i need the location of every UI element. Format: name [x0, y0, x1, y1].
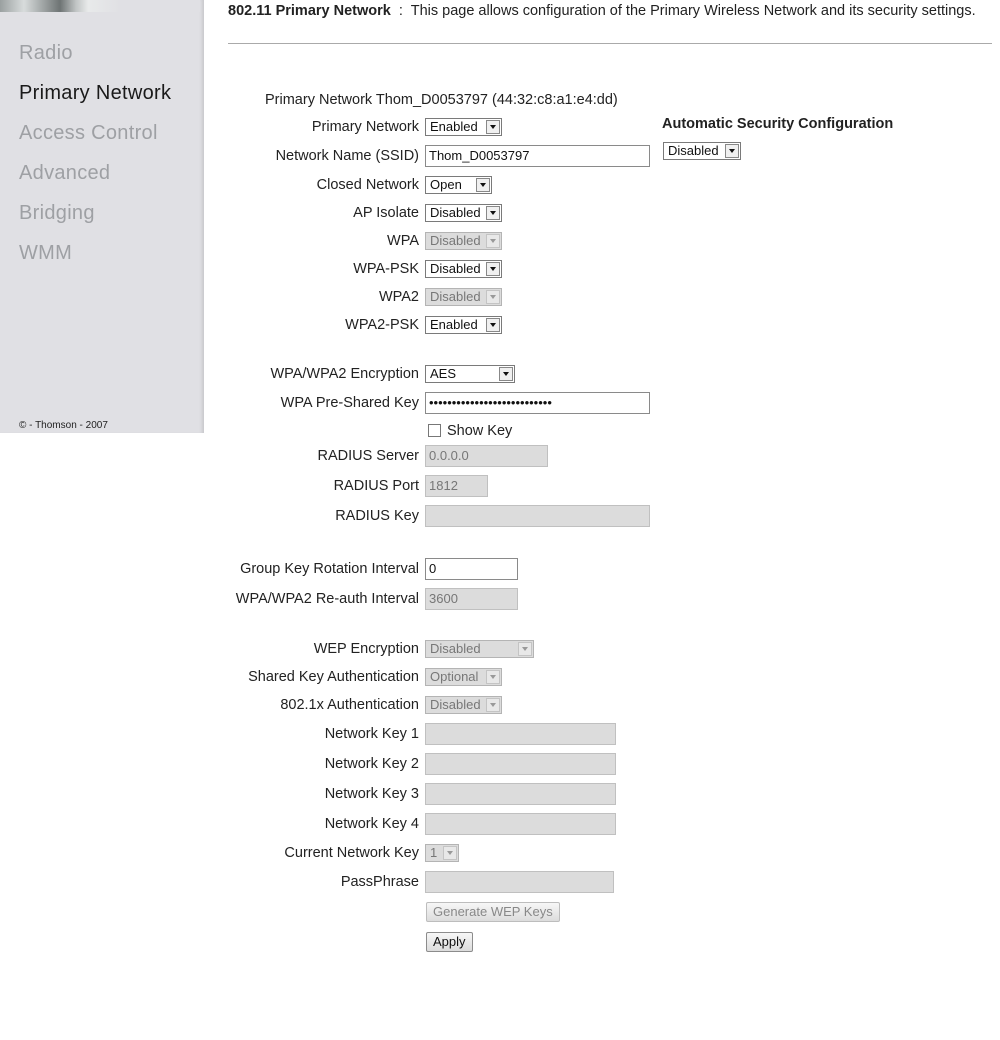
- ap-isolate-select[interactable]: [425, 204, 502, 222]
- wpa2-value: Disabled: [430, 289, 481, 304]
- chevron-down-icon: [486, 698, 500, 712]
- chevron-down-icon[interactable]: [725, 144, 739, 158]
- primary-network-select[interactable]: [425, 118, 502, 136]
- network-key-1-label: Network Key 1: [324, 726, 419, 742]
- sidebar-nav: [19, 40, 171, 280]
- sidebar-item-wmm[interactable]: WMM: [19, 242, 73, 264]
- current-network-key-label: Current Network Key: [284, 845, 419, 861]
- wpa-select: [425, 232, 502, 250]
- ssid-input[interactable]: Thom_D0053797: [425, 145, 650, 167]
- network-key-3-label: Network Key 3: [324, 786, 419, 802]
- wpa2-select: [425, 288, 502, 306]
- network-key-3-input: [425, 783, 616, 805]
- radius-key-input: [425, 505, 650, 527]
- radius-server-label: RADIUS Server: [317, 448, 419, 464]
- closed-network-select[interactable]: [425, 176, 492, 194]
- chevron-down-icon: [443, 846, 457, 860]
- radius-port-label: RADIUS Port: [333, 478, 419, 494]
- wpa-psk-value: Disabled: [430, 261, 481, 276]
- sidebar-item-bridging[interactable]: Bridging: [19, 202, 95, 224]
- group-key-interval-label: Group Key Rotation Interval: [240, 561, 419, 577]
- wpa-value: Disabled: [430, 233, 481, 248]
- chevron-down-icon: [486, 290, 500, 304]
- page-description: This page allows configuration of the Primary Wireless Network and its security settings.: [410, 3, 976, 19]
- psk-input[interactable]: •••••••••••••••••••••••••••: [425, 392, 650, 414]
- sidebar-item-radio[interactable]: Radio: [19, 42, 73, 64]
- dot1x-auth-label: 802.1x Authentication: [280, 697, 419, 713]
- shared-key-auth-value: Optional: [430, 669, 479, 684]
- wpa-psk-label: WPA-PSK: [353, 261, 419, 277]
- ssid-label: Network Name (SSID): [275, 148, 419, 164]
- dot1x-auth-select: [425, 696, 502, 714]
- header-separator: :: [398, 3, 403, 19]
- chevron-down-icon: [486, 670, 500, 684]
- generate-wep-keys-button: Generate WEP Keys: [426, 902, 560, 922]
- show-key-label: Show Key: [447, 423, 513, 439]
- header-photo-strip: [0, 0, 200, 12]
- shared-key-auth-select: [425, 668, 502, 686]
- chevron-down-icon: [518, 642, 532, 656]
- network-identity: Primary Network Thom_D0053797 (44:32:c8:a1:e4:dd): [265, 92, 618, 108]
- wpa-label: WPA: [387, 233, 419, 249]
- network-key-2-input: [425, 753, 616, 775]
- wpa-psk-select[interactable]: [425, 260, 502, 278]
- wep-encryption-value: Disabled: [430, 641, 481, 656]
- auto-security-select[interactable]: [663, 142, 741, 160]
- passphrase-label: PassPhrase: [340, 874, 419, 890]
- chevron-down-icon[interactable]: [486, 318, 500, 332]
- shared-key-auth-label: Shared Key Authentication: [248, 669, 419, 685]
- network-key-1-input: [425, 723, 616, 745]
- closed-network-value: Open: [430, 177, 462, 192]
- ap-isolate-label: AP Isolate: [353, 205, 419, 221]
- primary-network-label: Primary Network: [311, 119, 419, 135]
- chevron-down-icon[interactable]: [476, 178, 490, 192]
- network-key-2-label: Network Key 2: [324, 756, 419, 772]
- page-header: [228, 3, 976, 19]
- ap-isolate-value: Disabled: [430, 205, 481, 220]
- sidebar-item-advanced[interactable]: Advanced: [19, 162, 111, 184]
- reauth-interval-input: 3600: [425, 588, 518, 610]
- chevron-down-icon[interactable]: [486, 262, 500, 276]
- apply-button[interactable]: Apply: [426, 932, 473, 952]
- radius-key-label: RADIUS Key: [335, 508, 419, 524]
- show-key-checkbox[interactable]: [428, 424, 441, 437]
- encryption-value: AES: [430, 366, 457, 381]
- sidebar: [0, 0, 204, 433]
- page-title: 802.11 Primary Network: [228, 3, 391, 19]
- current-network-key-select: [425, 844, 459, 862]
- passphrase-input: [425, 871, 614, 893]
- wpa2-psk-label: WPA2-PSK: [345, 317, 419, 333]
- header-divider: [228, 43, 992, 44]
- dot1x-auth-value: Disabled: [430, 697, 481, 712]
- radius-port-input: 1812: [425, 475, 488, 497]
- network-key-4-label: Network Key 4: [324, 816, 419, 832]
- wep-encryption-label: WEP Encryption: [313, 641, 419, 657]
- sidebar-item-primary-network[interactable]: Primary Network: [19, 82, 172, 104]
- encryption-select[interactable]: [425, 365, 515, 383]
- auto-security-title: Automatic Security Configuration: [662, 116, 894, 132]
- psk-label: WPA Pre-Shared Key: [280, 395, 419, 411]
- chevron-down-icon[interactable]: [486, 120, 500, 134]
- radius-server-input: 0.0.0.0: [425, 445, 548, 467]
- current-network-key-value: 1: [430, 845, 438, 860]
- group-key-interval-input[interactable]: 0: [425, 558, 518, 580]
- primary-network-value: Enabled: [430, 119, 478, 134]
- chevron-down-icon[interactable]: [499, 367, 513, 381]
- chevron-down-icon: [486, 234, 500, 248]
- wpa2-psk-select[interactable]: [425, 316, 502, 334]
- reauth-interval-label: WPA/WPA2 Re-auth Interval: [235, 591, 419, 607]
- wep-encryption-select: [425, 640, 534, 658]
- closed-network-label: Closed Network: [316, 177, 419, 193]
- chevron-down-icon[interactable]: [486, 206, 500, 220]
- sidebar-item-access-control[interactable]: Access Control: [19, 122, 158, 144]
- encryption-label: WPA/WPA2 Encryption: [270, 366, 419, 382]
- wpa2-psk-value: Enabled: [430, 317, 478, 332]
- network-key-4-input: [425, 813, 616, 835]
- copyright-text: © - Thomson - 2007: [19, 420, 108, 431]
- auto-security-value: Disabled: [668, 143, 719, 158]
- wpa2-label: WPA2: [378, 289, 419, 305]
